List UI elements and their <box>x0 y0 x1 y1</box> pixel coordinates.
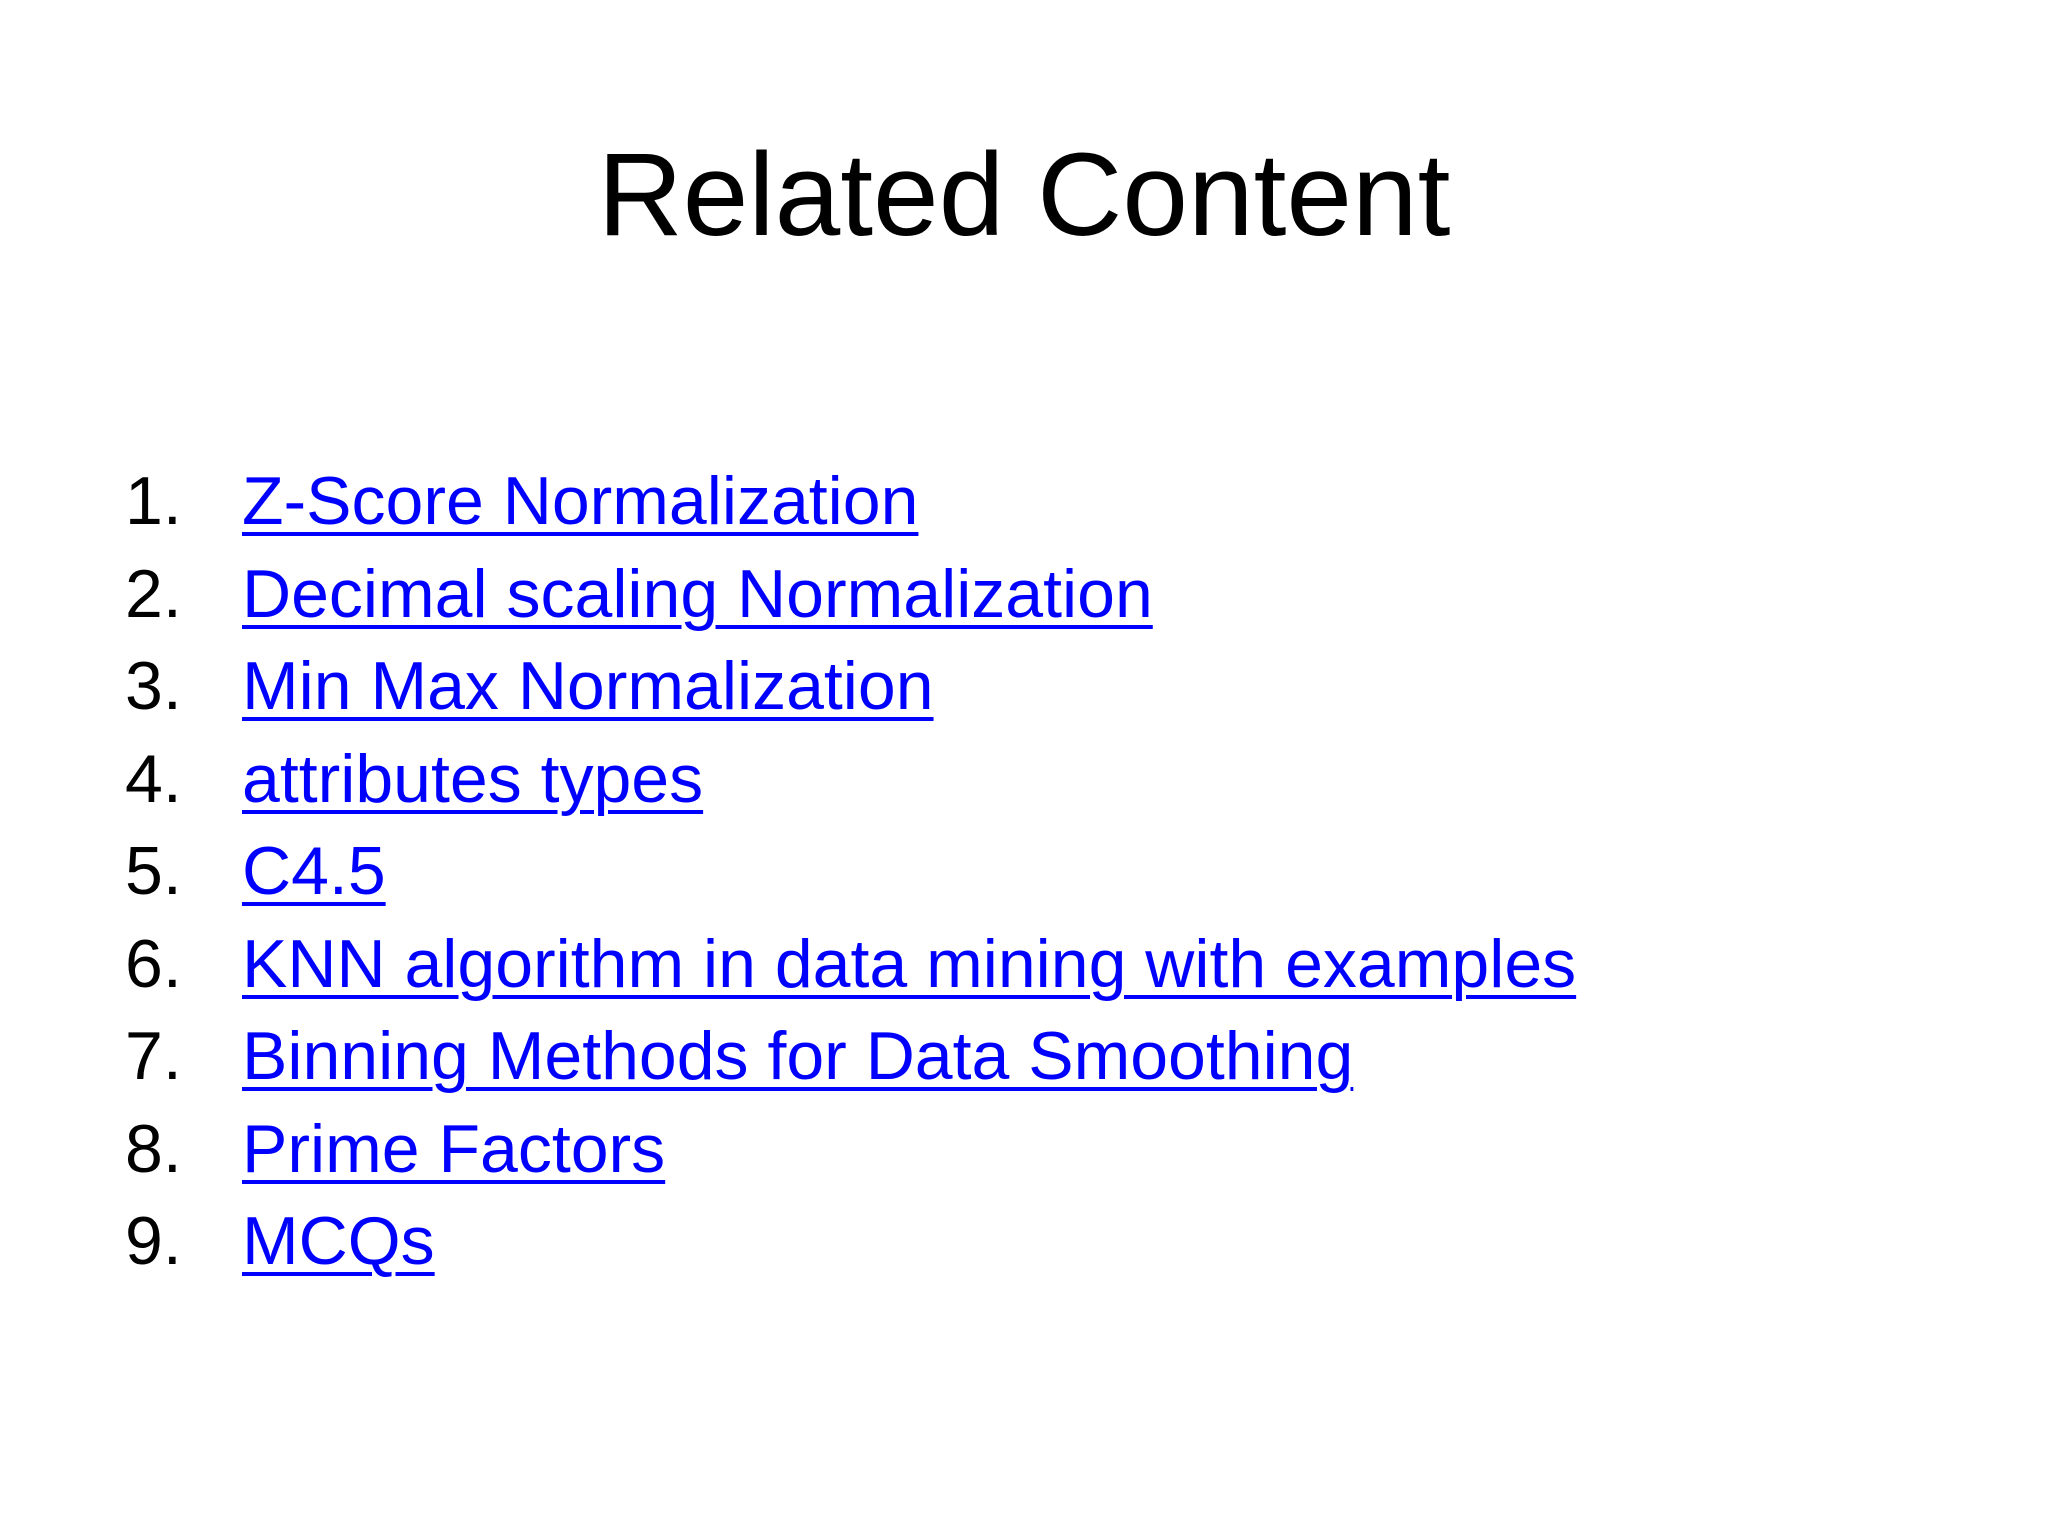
link-c45[interactable]: C4.5 <box>242 833 386 909</box>
link-prime-factors[interactable]: Prime Factors <box>242 1110 666 1187</box>
list-item-number: 4. <box>125 740 182 817</box>
list-item <box>125 918 1576 1011</box>
list-item-number: 8. <box>125 1110 182 1187</box>
list-item <box>125 1195 1576 1288</box>
link-decimal-scaling-normalization[interactable]: Decimal scaling Normalization <box>242 555 1153 632</box>
related-content-list <box>125 455 1576 1288</box>
list-item <box>125 548 1576 641</box>
list-item-number: 9. <box>125 1203 182 1279</box>
list-item-number: 1. <box>125 463 182 539</box>
list-item <box>125 455 1576 548</box>
list-item <box>125 825 1576 918</box>
link-min-max-normalization[interactable]: Min Max Normalization <box>242 648 934 724</box>
list-item <box>125 1103 1576 1196</box>
list-item-number: 3. <box>125 648 182 724</box>
list-item-number: 7. <box>125 1018 182 1094</box>
link-mcqs[interactable]: MCQs <box>242 1203 435 1279</box>
list-item <box>125 733 1576 826</box>
list-item-number: 2. <box>125 555 182 632</box>
list-item-number: 5. <box>125 833 182 909</box>
list-item-number: 6. <box>125 925 182 1002</box>
list-item <box>125 1010 1576 1103</box>
link-z-score-normalization[interactable]: Z-Score Normalization <box>242 463 919 539</box>
link-attributes-types[interactable]: attributes types <box>242 740 704 817</box>
slide-title: Related Content <box>597 129 1451 261</box>
link-binning-methods[interactable]: Binning Methods for Data Smoothing <box>242 1018 1354 1094</box>
link-knn-algorithm[interactable]: KNN algorithm in data mining with examples <box>242 925 1577 1002</box>
list-item <box>125 640 1576 733</box>
